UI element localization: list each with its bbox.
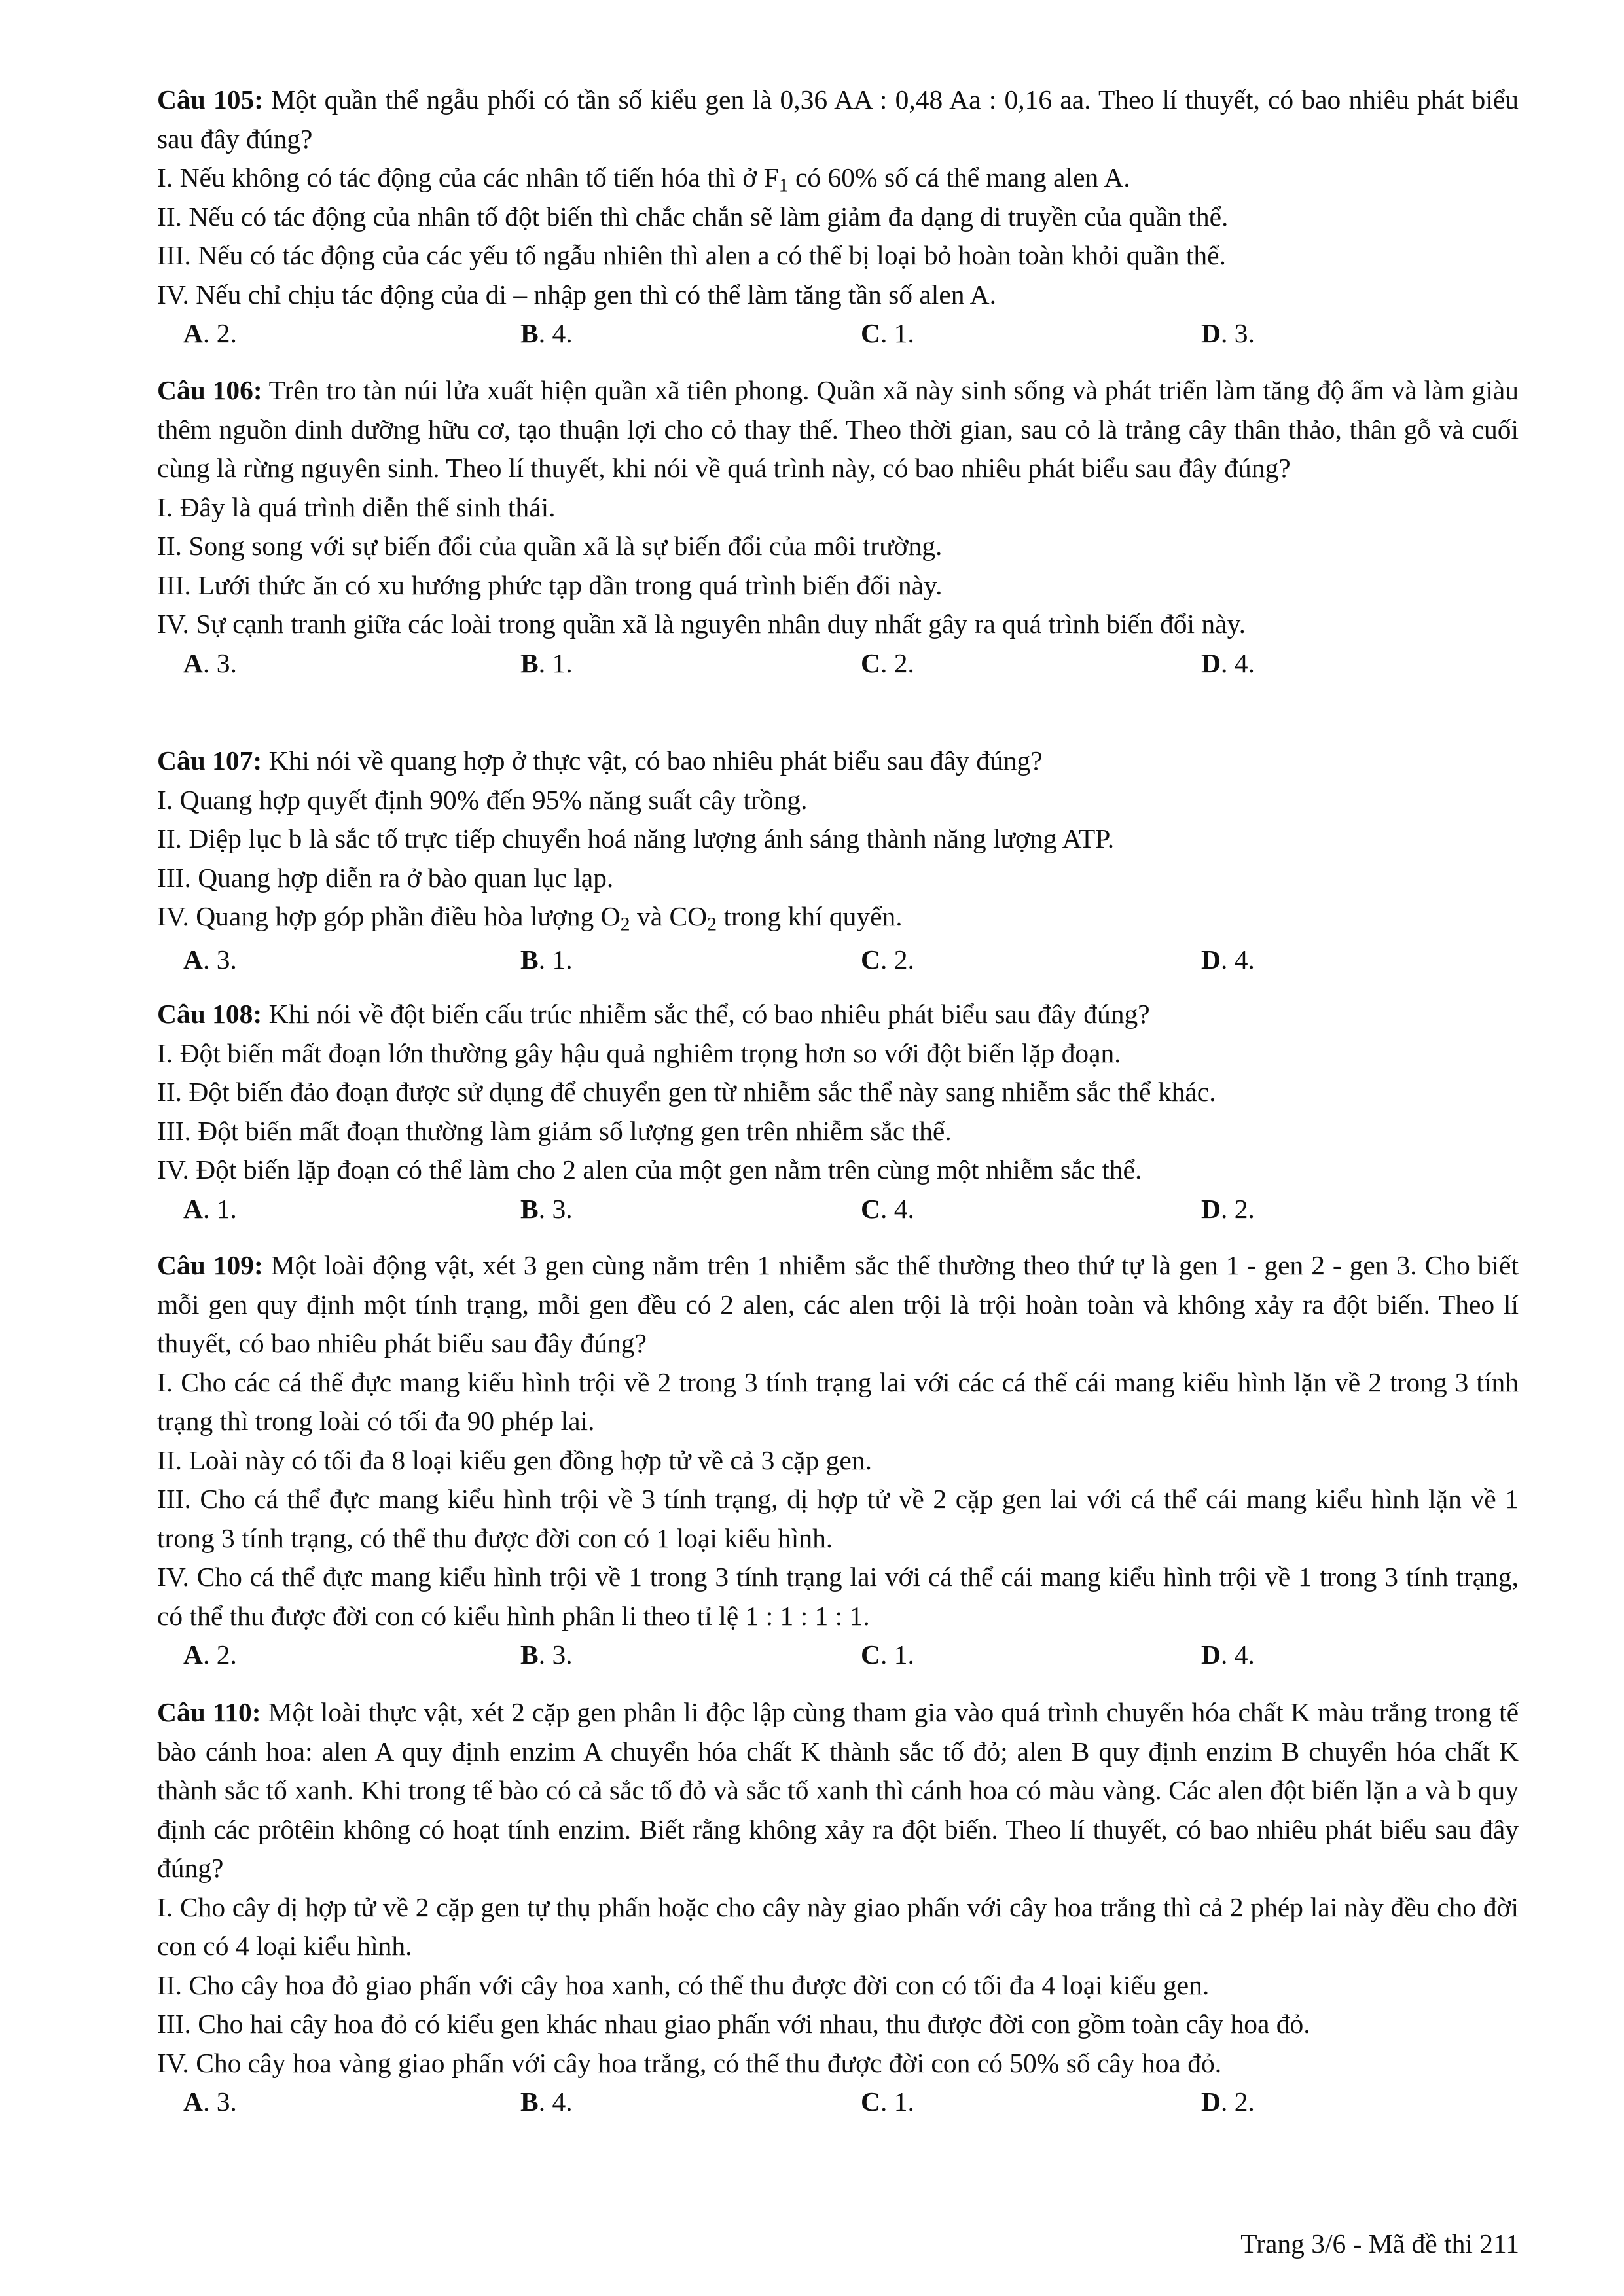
statement-2: II. Loài này có tối đa 8 loại kiểu gen đồng hợp tử về cả 3 cặp gen. [157, 1444, 872, 1475]
option-c[interactable]: C. 1. [861, 1640, 914, 1670]
question-stem [157, 742, 1519, 781]
statement-4: IV. Cho cây hoa vàng giao phấn với cây hoa trắng, có thể thu được đời con có 50% số cây hoa đỏ. [157, 2047, 1222, 2078]
statement-1: I. Đây là quá trình diễn thế sinh thái. [157, 492, 556, 522]
option-b[interactable]: B. 4. [520, 2087, 573, 2117]
question-text: Trên tro tàn núi lửa xuất hiện quần xã tiên phong. Quần xã này sinh sống và phát triển làm tăng độ ẩm và làm giàu thêm nguồn dinh dưỡng hữu cơ, tạo thuận lợi cho cỏ thay thế. Theo thời gian, sau cỏ là trảng cây thân thảo, thân gỗ và cuối cùng là rừng nguyên sinh. Theo lí thuyết, khi nói về quá trình này, có bao nhiêu phát biểu sau đây đúng? [157, 375, 1519, 483]
option-b[interactable]: B. 1. [520, 647, 573, 678]
option-a[interactable]: A. 1. [183, 1193, 237, 1224]
question-number: Câu 109: [157, 1250, 263, 1280]
option-a[interactable]: A. 3. [183, 2087, 237, 2117]
answer-options [157, 644, 1519, 683]
option-a[interactable]: A. 3. [183, 944, 237, 975]
answer-options [157, 1636, 1519, 1675]
option-b[interactable]: B. 3. [520, 1640, 573, 1670]
option-c[interactable]: C. 2. [861, 647, 914, 678]
question-text: Một quần thể ngẫu phối có tần số kiểu gen là 0,36 AA : 0,48 Aa : 0,16 aa. Theo lí thuyết, có bao nhiêu phát biểu sau đây đúng? [157, 84, 1519, 154]
option-b[interactable]: B. 3. [520, 1193, 573, 1224]
question-109 [157, 1246, 1519, 1675]
statement-4: IV. Sự cạnh tranh giữa các loài trong quần xã là nguyên nhân duy nhất gây ra quá trình biến đổi này. [157, 609, 1246, 639]
option-b[interactable]: B. 1. [520, 944, 573, 975]
statement-2: II. Đột biến đảo đoạn được sử dụng để chuyển gen từ nhiễm sắc thể này sang nhiễm sắc thể khác. [157, 1077, 1216, 1107]
option-a[interactable]: A. 3. [183, 647, 237, 678]
question-number: Câu 106: [157, 375, 262, 405]
question-106 [157, 371, 1519, 683]
question-stem [157, 371, 1519, 488]
option-d[interactable]: D. 4. [1201, 1640, 1255, 1670]
statement-4: IV. Quang hợp góp phần điều hòa lượng $O_2$ và $CO_2$ trong khí quyển. [157, 901, 903, 935]
statement-1: I. Cho cây dị hợp tử về 2 cặp gen tự thụ phấn hoặc cho cây này giao phấn với cây hoa trắng thì cả 2 phép lai này đều cho đời con có 4 loại kiểu hình. [157, 1892, 1519, 1961]
statement-3: III. Quang hợp diễn ra ở bào quan lục lạp. [157, 862, 614, 893]
question-number: Câu 107: [157, 745, 262, 776]
option-c[interactable]: C. 1. [861, 318, 914, 348]
option-b[interactable]: B. 4. [520, 318, 573, 348]
option-d[interactable]: D. 4. [1201, 647, 1255, 678]
answer-options [157, 2083, 1519, 2122]
question-107 [157, 742, 1519, 975]
statement-2: II. Diệp lục b là sắc tố trực tiếp chuyển hoá năng lượng ánh sáng thành năng lượng ATP. [157, 823, 1115, 853]
statement-3: III. Cho hai cây hoa đỏ có kiểu gen khác nhau giao phấn với nhau, thu được đời con gồm toàn cây hoa đỏ. [157, 2009, 1310, 2039]
statement-2: II. Song song với sự biến đổi của quần xã là sự biến đổi của môi trường. [157, 531, 943, 561]
statement-3: III. Nếu có tác động của các yếu tố ngẫu nhiên thì alen a có thể bị loại bỏ hoàn toàn khỏi quần thể. [157, 240, 1226, 270]
statement-3: III. Đột biến mất đoạn thường làm giảm số lượng gen trên nhiễm sắc thể. [157, 1115, 952, 1146]
option-d[interactable]: D. 3. [1201, 318, 1255, 348]
question-105 [157, 81, 1519, 353]
statement-1: I. Đột biến mất đoạn lớn thường gây hậu quả nghiêm trọng hơn so với đột biến lặp đoạn. [157, 1037, 1121, 1068]
question-110 [157, 1693, 1519, 2122]
page-footer: Trang 3/6 - Mã đề thi 211 [1240, 2229, 1519, 2259]
statement-1: I. Cho các cá thể đực mang kiểu hình trội về 2 trong 3 tính trạng lai với các cá thể cái mang kiểu hình lặn về 2 trong 3 tính trạng thì trong loài có tối đa 90 phép lai. [157, 1367, 1519, 1436]
statement-4: IV. Cho cá thể đực mang kiểu hình trội về 1 trong 3 tính trạng lai với cá thể cái mang kiểu hình trội về 1 trong 3 tính trạng, có thể thu được đời con có kiểu hình phân li theo tỉ lệ 1 : 1 : 1 : 1. [157, 1562, 1519, 1631]
question-text: Một loài thực vật, xét 2 cặp gen phân li độc lập cùng tham gia vào quá trình chuyển hóa chất K màu trắng trong tế bào cánh hoa: alen A quy định enzim A chuyển hóa chất K thành sắc tố đỏ; alen B quy định enzim B chuyển hóa chất K thành sắc tố xanh. Khi trong tế bào có cả sắc tố đỏ và sắc tố xanh thì cánh hoa có màu vàng. Các alen đột biến lặn a và b quy định các prôtêin không có hoạt tính enzim. Biết rằng không xảy ra đột biến. Theo lí thuyết, có bao nhiêu phát biểu sau đây đúng? [157, 1697, 1519, 1883]
statement-3: III. Cho cá thể đực mang kiểu hình trội về 3 tính trạng, dị hợp tử về 2 cặp gen lai với cá thể cái mang kiểu hình lặn về 1 trong 3 tính trạng, có thể thu được đời con có 1 loại kiểu hình. [157, 1484, 1519, 1553]
question-number: Câu 108: [157, 999, 262, 1029]
statement-2: II. Nếu có tác động của nhân tố đột biến thì chắc chắn sẽ làm giảm đa dạng di truyền của quần thể. [157, 201, 1229, 232]
answer-options [157, 941, 1519, 980]
option-a[interactable]: A. 2. [183, 1640, 237, 1670]
option-c[interactable]: C. 1. [861, 2087, 914, 2117]
question-text: Một loài động vật, xét 3 gen cùng nằm trên 1 nhiễm sắc thể thường theo thứ tự là gen 1 - gen 2 - gen 3. Cho biết mỗi gen quy định một tính trạng, mỗi gen đều có 2 alen, các alen trội là trội hoàn toàn và không xảy ra đột biến. Theo lí thuyết, có bao nhiêu phát biểu sau đây đúng? [157, 1250, 1519, 1358]
answer-options [157, 314, 1519, 353]
question-stem [157, 81, 1519, 158]
question-stem [157, 1246, 1519, 1363]
option-c[interactable]: C. 2. [861, 944, 914, 975]
question-number: Câu 105: [157, 84, 264, 115]
question-text: Khi nói về đột biến cấu trúc nhiễm sắc thể, có bao nhiêu phát biểu sau đây đúng? [262, 999, 1150, 1029]
option-c[interactable]: C. 4. [861, 1193, 914, 1224]
statement-4: IV. Đột biến lặp đoạn có thể làm cho 2 alen của một gen nằm trên cùng một nhiễm sắc thể. [157, 1155, 1142, 1185]
statement-1: I. Quang hợp quyết định 90% đến 95% năng suất cây trồng. [157, 784, 808, 815]
question-stem [157, 995, 1519, 1034]
statement-1: I. Nếu không có tác động của các nhân tố tiến hóa thì ở $F_1$ có 60% số cá thể mang alen A. [157, 162, 1130, 196]
statement-4: IV. Nếu chỉ chịu tác động của di – nhập gen thì có thể làm tăng tần số alen A. [157, 279, 996, 310]
option-d[interactable]: D. 2. [1201, 2087, 1255, 2117]
statement-3: III. Lưới thức ăn có xu hướng phức tạp dần trong quá trình biến đổi này. [157, 569, 943, 600]
answer-options [157, 1190, 1519, 1229]
question-text: Khi nói về quang hợp ở thực vật, có bao nhiêu phát biểu sau đây đúng? [262, 745, 1043, 776]
question-number: Câu 110: [157, 1697, 261, 1727]
option-a[interactable]: A. 2. [183, 318, 237, 348]
option-d[interactable]: D. 4. [1201, 944, 1255, 975]
option-d[interactable]: D. 2. [1201, 1193, 1255, 1224]
question-108 [157, 995, 1519, 1229]
statement-2: II. Cho cây hoa đỏ giao phấn với cây hoa xanh, có thể thu được đời con có tối đa 4 loại kiểu gen. [157, 1969, 1210, 2000]
question-stem [157, 1693, 1519, 1888]
